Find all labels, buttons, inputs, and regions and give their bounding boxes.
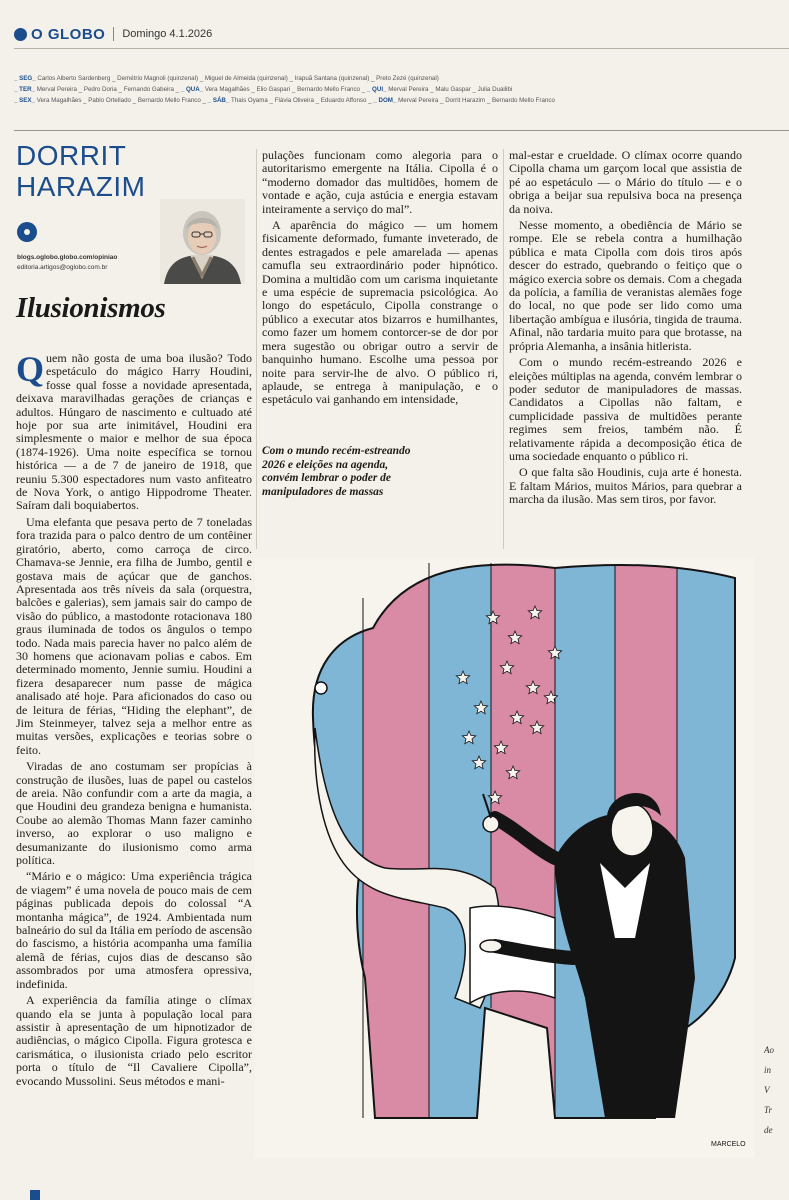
email-link[interactable]: editoria.artigos@oglobo.com.br — [17, 264, 108, 271]
paragraph: Nesse momento, a obediência de Mário se rompe. Ele se rebela contra a humilhação pública e mata Cipolla com dois tiros após descer do estrado, quebrando o feitiço que o mágico exercia sobre os demais. Com a chegada da polícia, a família de veranistas alemães foge do local, no que pode ser lido como uma libertação ambígua e ilusória, tingida de trauma. Afinal, não tardaria muito para que brotasse, na própria Alemanha, a insânia hitlerista. — [509, 218, 742, 353]
paragraph: A aparência do mágico — um homem fisicamente deformado, fumante inveterado, de dentes estragados e pele amarelada — apenas camufla seu extraordinário poder hipnótico. Domina a multidão com um carisma inquietante e uma espécie de supremacia psicológica. Ao longo do espetáculo, Cipolla constrange o público a executar atos bizarros e humilhantes, como fazer um homem contorcer-se de dor por mera sugestão ou obrigar outro a servir de banquinho humano. Escolhe uma pessoa por noite para servir-lhe de alvo. O público ri, aplaude, se entrega à manipulação, e o espetáculo vai ganhando em intensidade, — [262, 218, 498, 407]
newspaper-logo: O GLOBO — [31, 25, 106, 43]
roster-names: Vera Magalhães _ Elio Gaspari _ Bernardo Mello Franco _ — [204, 86, 367, 93]
roster-entry — [14, 75, 439, 82]
roster-day: _ SEX_ — [14, 97, 37, 104]
o-globo-badge-icon — [17, 222, 37, 242]
paragraph: pulações funcionam como alegoria para o autoritarismo emergente na Itália. Cipolla é o “moderno domador das multidões, homem de vontade e ação, cuja astúcia e energia estavam inteiramente a serviço do mal”. — [262, 149, 498, 216]
cut-off-caption — [764, 1040, 789, 1140]
roster-names: Merval Pereira _ Malu Gaspar _ Julia Duailibi — [388, 86, 513, 93]
article-column-3 — [509, 149, 742, 549]
article-column-1 — [16, 352, 252, 1162]
roster-entry — [367, 86, 512, 93]
pull-quote: Com o mundo recém-estreando 2026 e eleições na agenda, convém lembrar o poder de manipuladores de massas — [262, 445, 411, 498]
paragraph: A experiência da família atinge o clímax quando ela se junta à população local para assistir à apresentação de um hipnotizador de audiências, o mágico Cipolla. Figura grotesca e carismática, o ilusionista criado pelo escritor porta o título de “Il Cavaliere Cipolla”, evocando Mussolini. Seus métodos e mani- — [16, 993, 252, 1088]
roster-entry — [14, 86, 181, 93]
paragraph: Viradas de ano costumam ser propícias à construção de ilusões, luas de papel ou castelos de areia. Não confundir com a arte da magia, a que Houdini deu grandeza benigna e humanista. Coube ao alemão Thomas Mann fazer caminho inverso, ao explorar o uso maligno e desumanizante do ilusionismo como arma política. — [16, 759, 252, 868]
roster-names: Merval Pereira _ Pedro Doria _ Fernando Gabeira _ — [36, 86, 181, 93]
roster-day: _ QUI_ — [366, 86, 389, 93]
paragraph: Quem não gosta de uma boa ilusão? Todo espetáculo do mágico Harry Houdini, fosse qual fosse a novidade apresentada, deixava maravilhadas gerações de crianças e adultos. Húngaro de nascimento e cultuado até hoje por sua arte inimitável, Houdini era simplesmente o maior e melhor de sua época (1874-1926). Uma noite específica se tornou histórica — a de 7 de janeiro de 1918, que reuniu 5.300 espectadores num vasto anfiteatro de Nova York, o antigo Hippodrome Theater. Saíram dali boquiabertos. — [16, 352, 252, 513]
roster-entry — [208, 97, 374, 104]
article-headline: Ilusionismos — [16, 292, 166, 324]
footer-marker — [30, 1190, 40, 1200]
author-name — [16, 140, 176, 202]
edition-date: Domingo 4.1.2026 — [122, 28, 213, 40]
columnist-roster — [14, 73, 774, 106]
roster-names: Merval Pereira _ Dorrit Harazim _ Bernardo Mello Franco — [398, 97, 555, 104]
roster-entry — [14, 97, 208, 104]
blog-link[interactable]: blogs.oglobo.globo.com/opiniao — [17, 254, 118, 261]
roster-entry — [373, 97, 555, 104]
roster-day: _ TER_ — [14, 86, 37, 93]
roster-day: _ SÁB_ — [207, 97, 232, 104]
roster-names: Carlos Alberto Sardenberg _ Demétrio Magnoli (quinzenal) _ Miguel de Almeida (quinzenal) _ Irapuã Santana (quinzenal) _ Preto Zezé (quinzenal) — [37, 75, 439, 82]
author-first-name: DORRIT — [16, 140, 127, 171]
masthead-divider — [113, 27, 114, 41]
column-rule — [503, 149, 504, 549]
illustrator-signature: MARCELO — [711, 1141, 746, 1148]
masthead — [14, 22, 212, 46]
paragraph: Com o mundo recém-estreando 2026 e eleições múltiplas na agenda, convém lembrar o poder sedutor de manipuladores de massas. Candidatos a Cipollas não faltam, e cumplicidade passiva de multidões perante regimes sem freios, também não. É relativamente rápida a decomposição ética de uma sociedade enquanto o público ri. — [509, 355, 742, 463]
roster-names: Vera Magalhães _ Pablo Ortellado _ Bernardo Mello Franco _ — [36, 97, 208, 104]
elephant-eye — [315, 682, 327, 694]
roster-names: Thais Oyama _ Flávia Oliveira _ Eduardo Affonso _ — [231, 97, 374, 104]
author-portrait — [160, 199, 245, 284]
paragraph: O que falta são Houdinis, cuja arte é honesta. E faltam Mários, muitos Mários, para quebrar a marcha da ilusão. Mas sem tiros, por favor. — [509, 465, 742, 507]
author-contact — [17, 253, 117, 273]
caption-fragment: Ao — [764, 1045, 774, 1055]
paragraph: mal-estar e crueldade. O clímax ocorre quando Cipolla chama um garçom local que assistia de pé ao espetáculo — o Mário do título — e o obriga a beijar sua repulsiva boca na presença da noiva. — [509, 149, 742, 216]
paragraph: Uma elefanta que pesava perto de 7 toneladas fora trazida para o palco dentro de um contêiner giratório, aberto, como carroça de circo. Chamava-se Jennie, era filha de Jumbo, gentil e gostava mais de açúcar que de ganchos. Apresentada aos três níveis da sala (orquestra, balcões e galerias), sem jamais sair do campo de visão do público, a mastodonte rotacionava 180 graus iluminada de todos os ângulos o tempo todo. Nada mais parecia haver no palco além de 30 homens que acionavam polias e cabos. Em determinado momento, Jennie sumiu. Houdini a fizera desaparecer num passe de mágica analisado até hoje. Para aficionados do caso ou de leitura de férias, “Hiding the elephant”, de Jim Steinmeyer, talvez seja a melhor entre as muitas versões, explicações e teorias sobre o feito. — [16, 514, 252, 757]
caption-fragment: V — [764, 1085, 770, 1095]
drop-cap: Q — [16, 352, 45, 389]
roster-day: _ DOM_ — [373, 97, 399, 104]
paragraph: “Mário e o mágico: Uma experiência trágica de viagem” é uma novela de pouco mais de cem páginas publicada depois do colossal “A montanha mágica”, de 1924. Ambientada num balneário do sul da Itália em período de ascensão do fascismo, a história acompanha uma família alemã de férias, cujos dias de descanso são assombrados por uma atmosfera opressiva, indefinida. — [16, 869, 252, 991]
article-column-2 — [262, 149, 498, 439]
magician-elephant-illustration — [255, 558, 755, 1158]
roster-entry — [181, 86, 367, 93]
globo-logo-icon — [14, 28, 27, 41]
roster-rule — [14, 130, 789, 131]
caption-fragment: de — [764, 1125, 773, 1135]
roster-day: _ QUA_ — [180, 86, 205, 93]
roster-day: _ SEG_ — [14, 75, 38, 82]
caption-fragment: Tr — [764, 1105, 773, 1115]
caption-fragment: in — [764, 1065, 772, 1075]
column-rule — [256, 149, 257, 549]
author-last-name: HARAZIM — [16, 171, 146, 202]
top-rule — [14, 48, 789, 49]
